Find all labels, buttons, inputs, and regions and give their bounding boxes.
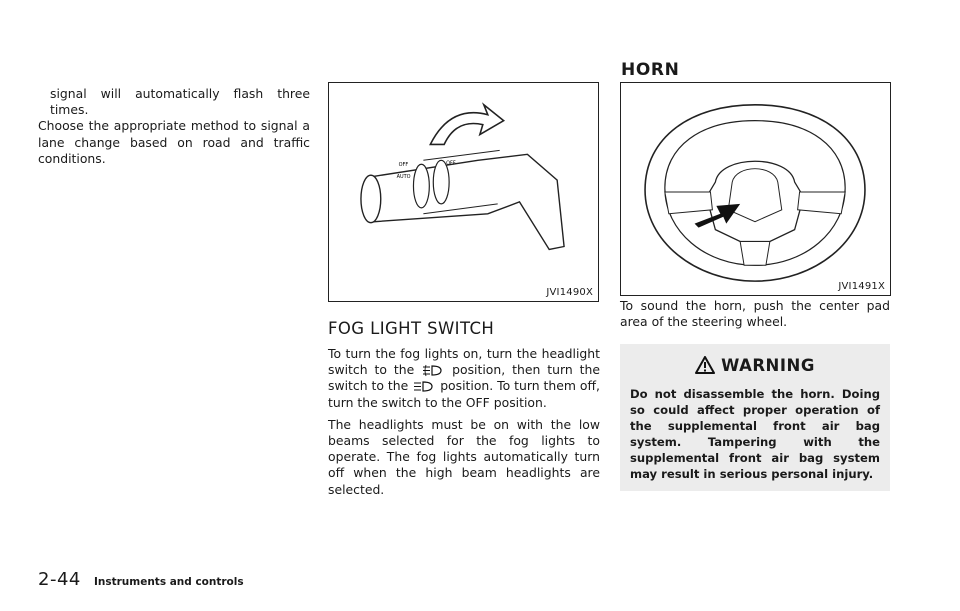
fog-light-paragraph-1: To turn the fog lights on, turn the headlight switch to the position, then turn the switch to the position. To turn them off, turn the switch to the OFF position. <box>328 346 600 410</box>
warning-text: Do not disassemble the horn. Doing so could affect proper operation of the supplemental front air bag system. Tampering with the supplemental front air bag system may result in serious personal injury. <box>630 387 880 482</box>
figure-code: JVI1491X <box>838 281 885 292</box>
label-auto: AUTO <box>396 174 411 181</box>
label-off: OFF <box>398 162 409 169</box>
fog-light-title: FOG LIGHT SWITCH <box>328 319 495 338</box>
headlight-stalk-illustration <box>329 83 598 301</box>
front-fog-light-icon <box>421 364 445 377</box>
horn-title: HORN <box>621 60 680 81</box>
warning-box <box>620 344 890 491</box>
lane-change-paragraph: Choose the appropriate method to signal a lane change based on road and traffic conditions. <box>38 118 310 166</box>
left-column <box>38 86 310 167</box>
page-footer <box>38 569 244 590</box>
fog-light-on-icon <box>412 380 436 393</box>
right-column <box>620 82 890 491</box>
warning-triangle-icon <box>695 356 715 374</box>
label-off-2: OFF <box>446 160 456 167</box>
warning-heading: WARNING <box>630 356 880 375</box>
headlight-switch-figure <box>328 82 599 302</box>
steering-wheel-illustration <box>621 83 890 295</box>
page-number: 2-44 <box>38 569 81 590</box>
horn-paragraph: To sound the horn, push the center pad area of the steering wheel. <box>620 298 890 330</box>
steering-wheel-figure <box>620 82 891 296</box>
section-name: Instruments and controls <box>93 576 244 588</box>
fog-light-paragraph-2: The headlights must be on with the low beams selected for the fog lights to operate. The fog lights automatically turn off when the high beam headlights are selected. <box>328 416 600 497</box>
figure-code: JVI1490X <box>546 287 593 298</box>
middle-column <box>328 82 600 498</box>
continued-paragraph: signal will automatically flash three times. <box>50 86 310 118</box>
